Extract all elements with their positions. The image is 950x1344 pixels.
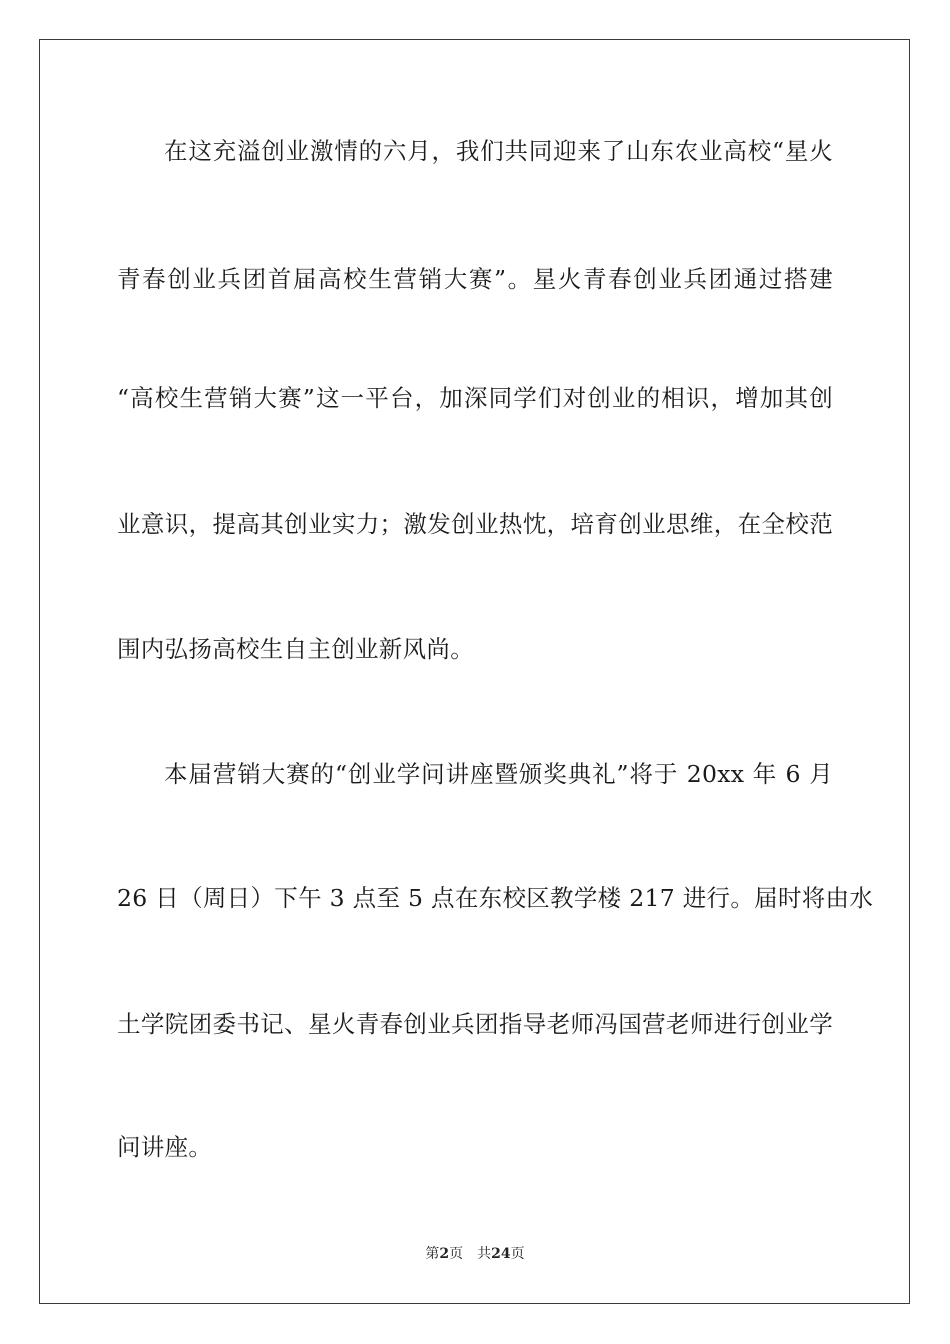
- paragraph-2-line-2: 26 日（周日）下午 3 点至 5 点在东校区教学楼 217 进行。届时将由水: [117, 884, 874, 912]
- total-pages: 24: [491, 1246, 511, 1262]
- paragraph-2-line-1: 本届营销大赛的“创业学问讲座暨颁奖典礼”将于 20xx 年 6 月: [164, 760, 833, 788]
- paragraph-1-line-5: 围内弘扬高校生自主创业新风尚。: [117, 635, 474, 663]
- paragraph-1-line-4: 业意识，提高其创业实力；激发创业热忱，培育创业思维，在全校范: [117, 510, 833, 538]
- total-suffix: 页: [510, 1246, 525, 1262]
- total-prefix: 共: [477, 1246, 492, 1262]
- paragraph-2-line-3: 土学院团委书记、星火青春创业兵团指导老师冯国营老师进行创业学: [117, 1010, 833, 1038]
- page-border: [39, 39, 910, 1304]
- paragraph-1-line-2: 青春创业兵团首届高校生营销大赛”。星火青春创业兵团通过搭建: [117, 265, 833, 293]
- page-prefix: 第: [425, 1246, 440, 1262]
- page-suffix: 页: [449, 1246, 464, 1262]
- paragraph-1-line-3: “高校生营销大赛”这一平台，加深同学们对创业的相识，增加其创: [117, 384, 833, 412]
- page-footer: [0, 1245, 950, 1263]
- page-number: 2: [439, 1246, 450, 1262]
- paragraph-2-line-4: 问讲座。: [117, 1133, 213, 1161]
- paragraph-1-line-1: 在这充溢创业激情的六月，我们共同迎来了山东农业高校“星火: [164, 137, 833, 165]
